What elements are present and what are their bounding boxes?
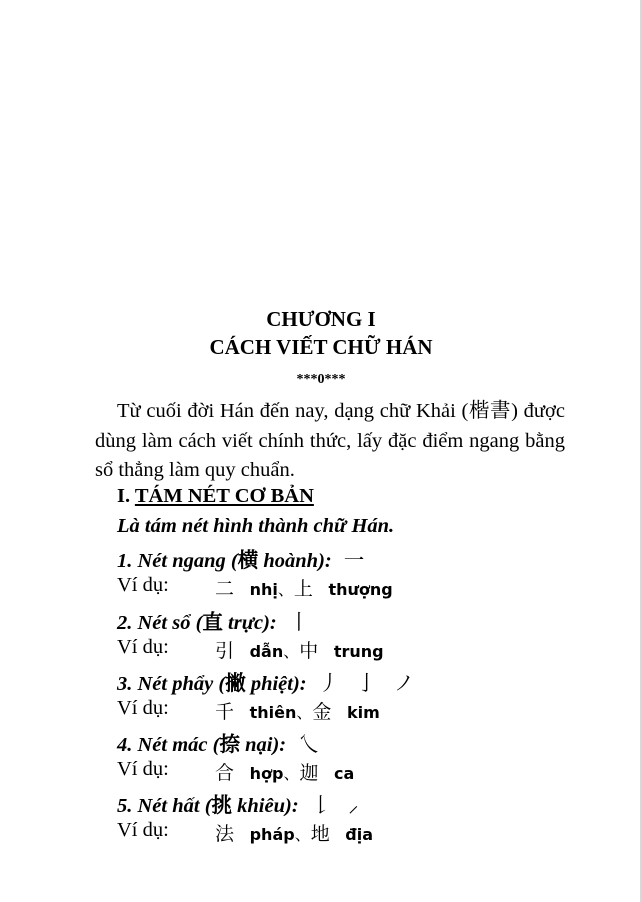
example-label: Ví dụ: xyxy=(117,819,169,841)
example-pinyin: ca xyxy=(334,764,355,783)
stroke-title-3: 3. Nét phẩy (撇 phiệt): 丿 亅 ノ xyxy=(117,673,421,695)
example-label: Ví dụ: xyxy=(117,758,169,780)
example-pinyin: nhị xyxy=(249,580,278,599)
example-pinyin: trung xyxy=(333,642,384,661)
stroke-title-1: 1. Nét ngang (横 hoành): 一 xyxy=(117,550,371,572)
stroke-title-5: 5. Nét hất (挑 khiêu): 𠄌 ⸝ xyxy=(117,795,365,817)
chapter-title: CÁCH VIẾT CHỮ HÁN xyxy=(209,335,433,359)
section-prefix: I. xyxy=(117,485,131,507)
example-pinyin: pháp xyxy=(249,825,295,844)
section-heading-text: TÁM NÉT CƠ BẢN xyxy=(134,485,314,507)
example-label: Ví dụ: xyxy=(117,574,169,596)
example-label: Ví dụ: xyxy=(117,697,169,719)
stroke-glyph-5: 𠄌 ⸝ xyxy=(310,795,365,817)
example-pinyin: địa xyxy=(345,825,374,844)
example-han: 法 xyxy=(215,823,235,845)
example-pinyin: kim xyxy=(346,703,380,722)
section-heading xyxy=(117,485,314,508)
stroke-title-2: 2. Nét sổ (直 trực): 丨 xyxy=(117,612,316,634)
example-row-2: Ví dụ: 引 dẫn、中 trung xyxy=(117,636,384,662)
example-pinyin: dẫn xyxy=(249,642,284,661)
stroke-title-4: 4. Nét mác (捺 nại): 乀 xyxy=(117,734,325,756)
example-han: 金 xyxy=(312,701,332,723)
example-row-4: Ví dụ: 合 hợp、迦 ca xyxy=(117,758,355,784)
example-han: 中 xyxy=(299,640,319,662)
chapter-number: CHƯƠNG I xyxy=(266,307,376,331)
example-han: 合 xyxy=(215,762,235,784)
example-row-1: Ví dụ: 二 nhị、上 thượng xyxy=(117,574,393,600)
stroke-glyph-1: 一 xyxy=(343,550,371,572)
example-row-5: Ví dụ: 法 pháp、地 địa xyxy=(117,819,374,845)
stroke-glyph-2: 丨 xyxy=(288,612,316,634)
stroke-glyph-4: 乀 xyxy=(298,734,325,756)
example-han: 千 xyxy=(215,701,235,723)
example-row-3: Ví dụ: 千 thiên、金 kim xyxy=(117,697,380,723)
example-han: 引 xyxy=(215,640,235,662)
example-pinyin: thiên xyxy=(249,703,297,722)
intro-paragraph: Từ cuối đời Hán đến nay, dạng chữ Khải (楷書) được dùng làm cách viết chính thức, lấy đặc điểm ngang bằng sổ thẳng làm quy chuẩn. xyxy=(95,400,565,481)
section-subtitle: Là tám nét hình thành chữ Hán. xyxy=(117,515,395,537)
example-pinyin: hợp xyxy=(249,764,284,783)
example-han: 上 xyxy=(293,578,313,600)
example-pinyin: thượng xyxy=(328,580,393,599)
stroke-glyph-3: 丿 亅 ノ xyxy=(318,673,421,695)
separator: ***0*** xyxy=(296,372,346,387)
example-han: 二 xyxy=(215,578,235,600)
example-han: 迦 xyxy=(299,762,319,784)
example-label: Ví dụ: xyxy=(117,636,169,658)
example-han: 地 xyxy=(310,823,330,845)
